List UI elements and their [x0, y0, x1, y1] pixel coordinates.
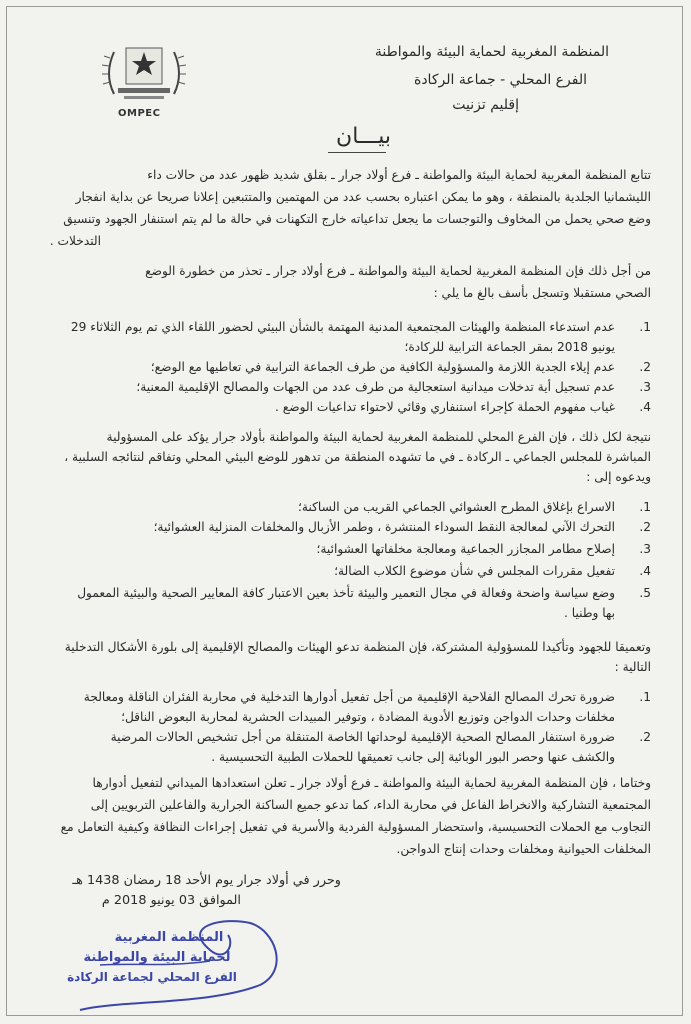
- list1-number-3: 3.: [639, 380, 651, 394]
- date-line-1: وحرر في أولاد جرار يوم الأحد 18 رمضان 1438 هـ: [72, 873, 341, 888]
- list3-number-2: 2.: [639, 730, 651, 744]
- list3-number-1: 1.: [639, 690, 651, 704]
- logo-text: OMPEC: [118, 108, 161, 119]
- list2-number-3: 3.: [639, 542, 651, 556]
- list3-item-2-cont: والكشف عنها وحصر البور الوبائية إلى جانب تعميقها للحملات الطبية التحسيسية .: [211, 750, 615, 764]
- date-line-2: الموافق 03 يونيو 2018 م: [101, 893, 241, 908]
- closing-line-4: المخلفات الحيوانية ومخلفات وحدات إنتاج الدواجن.: [396, 842, 651, 856]
- result-line-2: المباشرة للمجلس الجماعي ـ الركادة ـ في ما تشهده المنطقة من تدهور للوضع البيئي المحلي وتفاقم لنتائجه السلبية ،: [64, 450, 651, 464]
- list2-item-4: تفعيل مقررات المجلس في شأن موضوع الكلاب الضالة؛: [334, 564, 615, 578]
- title-underline: [328, 152, 386, 153]
- list3-item-2: ضرورة استنفار المصالح الصحية الإقليمية لوحداتها الخاصة المتنقلة من أجل تشخيص الحالات المرضية: [110, 730, 615, 744]
- closing-line-2: المجتمعية التشاركية والانخراط الفاعل في محاربة الداء، كما تدعو جميع الساكنة الجرارية والفاعلين التربويين إلى: [90, 798, 651, 812]
- branch-name: الفرع المحلي - جماعة الركادة: [413, 72, 587, 88]
- result-line-1: نتيجة لكل ذلك ، فإن الفرع المحلي للمنظمة المغربية لحماية البيئة والمواطنة بأولاد جرار يؤكد على المسؤولية: [106, 430, 651, 444]
- list3-item-1: ضرورة تحرك المصالح الفلاحية الإقليمية من أجل تفعيل أدوارها التدخلية في محاربة الفئران الناقلة ومعالجة: [83, 690, 615, 704]
- list3-item-1-cont: مخلفات وحدات الدواجن وتوزيع الأدوية المضادة ، وتوفير المبيدات الحشرية لمحاربة البعوض الناقل؛: [121, 710, 615, 724]
- list2-number-2: 2.: [639, 520, 651, 534]
- support-line-1: وتعميقا للجهود وتأكيدا للمسؤولية المشتركة، فإن المنظمة تدعو الهيئات والمصالح الإقليمية إلى بلورة الأشكال التدخلية: [64, 640, 651, 654]
- list2-number-1: 1.: [639, 500, 651, 514]
- page-title: بيـــان: [336, 124, 391, 149]
- intro-line-1: تتابع المنظمة المغربية لحماية البيئة والمواطنة ـ فرع أولاد جرار ـ بقلق شديد ظهور عدد من حالات داء: [147, 168, 651, 182]
- result-line-3: ويدعوه إلى :: [586, 470, 651, 484]
- list2-item-5-cont: بها وطنيا .: [564, 606, 615, 620]
- list1-number-4: 4.: [639, 400, 651, 414]
- list2-item-5: وضع سياسة واضحة وفعالة في مجال التعمير والبيئة تأخذ بعين الاعتبار كافة المعايير الصحية والبيئية المعمول: [77, 586, 615, 600]
- org-name: المنظمة المغربية لحماية البيئة والمواطنة: [374, 44, 609, 60]
- warning-line-1: من أجل ذلك فإن المنظمة المغربية لحماية البيئة والمواطنة ـ فرع أولاد جرار ـ تحذر من خطورة الوضع: [145, 264, 651, 278]
- support-line-2: التالية :: [614, 660, 651, 674]
- list2-item-3: إصلاح مطامر المجازر الجماعية ومعالجة مخلفاتها العشوائية؛: [316, 542, 615, 556]
- list1-item-3: عدم تسجيل أية تدخلات ميدانية استعجالية من طرف عدد من الجهات والمصالح الإقليمية المعنية؛: [136, 380, 615, 394]
- warning-line-2: الصحي مستقبلا وتسجل بأسف بالغ ما يلي :: [433, 286, 651, 300]
- list1-item-2: عدم إيلاء الجدية اللازمة والمسؤولية الكافية من طرف الجماعة الترابية في تعاطيها مع الوضع؛: [150, 360, 615, 374]
- intro-line-3: وضع صحي يحمل من المخاوف والتوجسات ما يجعل تداعياته خارج التكهنات في حالة ما لم يتم استنفار الجهود وتنسيق: [63, 212, 651, 226]
- list1-item-1: عدم استدعاء المنظمة والهيئات المجتمعية المدنية المهتمة بالشأن البيئي لحضور اللقاء الذي تم يوم الثلاثاء 29: [70, 320, 615, 334]
- list2-item-1: الاسراع بإغلاق المطرح العشوائي الجماعي القريب من الساكنة؛: [298, 500, 615, 514]
- list1-number-2: 2.: [639, 360, 651, 374]
- list2-item-2: التحرك الآني لمعالجة النقط السوداء المنتشرة ، وطمر الأزبال والمخلفات المنزلية العشوائية؛: [153, 520, 615, 534]
- stamp-line-2: لحماية البيئة والمواطنة: [83, 950, 231, 965]
- stamp-line-3: الفرع المحلي لجماعة الركادة: [67, 970, 237, 984]
- organization-logo: [96, 34, 192, 112]
- intro-line-2: الليشمانيا الجلدية بالمنطقة ، وهو ما يمكن اعتباره بحسب عدد من المهتمين والمتتبعين إعلانا صريحا عن بداية انفجار: [75, 190, 651, 204]
- signature: [60, 905, 290, 1020]
- list2-number-4: 4.: [639, 564, 651, 578]
- province-name: إقليم تزنيت: [452, 97, 519, 113]
- list1-item-1-cont: يونيو 2018 بمقر الجماعة الترابية للركادة؛: [404, 340, 615, 354]
- closing-line-1: وختاما ، فإن المنظمة المغربية لحماية البيئة والمواطنة ـ فرع أولاد جرار ـ تعلن استعدادها الميداني لتفعيل أدوارها: [92, 776, 651, 790]
- list2-number-5: 5.: [639, 586, 651, 600]
- stamp-line-1: المنظمة المغربية: [114, 930, 224, 945]
- list1-number-1: 1.: [639, 320, 651, 334]
- closing-line-3: التجاوب مع الحملات التحسيسية، واستحضار المسؤولية الفردية والأسرية في تفعيل إجراءات النظافة وكيفية التعامل مع: [60, 820, 651, 834]
- list1-item-4: غياب مفهوم الحملة كإجراء استنفاري وقائي لاحتواء تداعيات الوضع .: [275, 400, 615, 414]
- intro-line-4: التدخلات .: [49, 234, 101, 248]
